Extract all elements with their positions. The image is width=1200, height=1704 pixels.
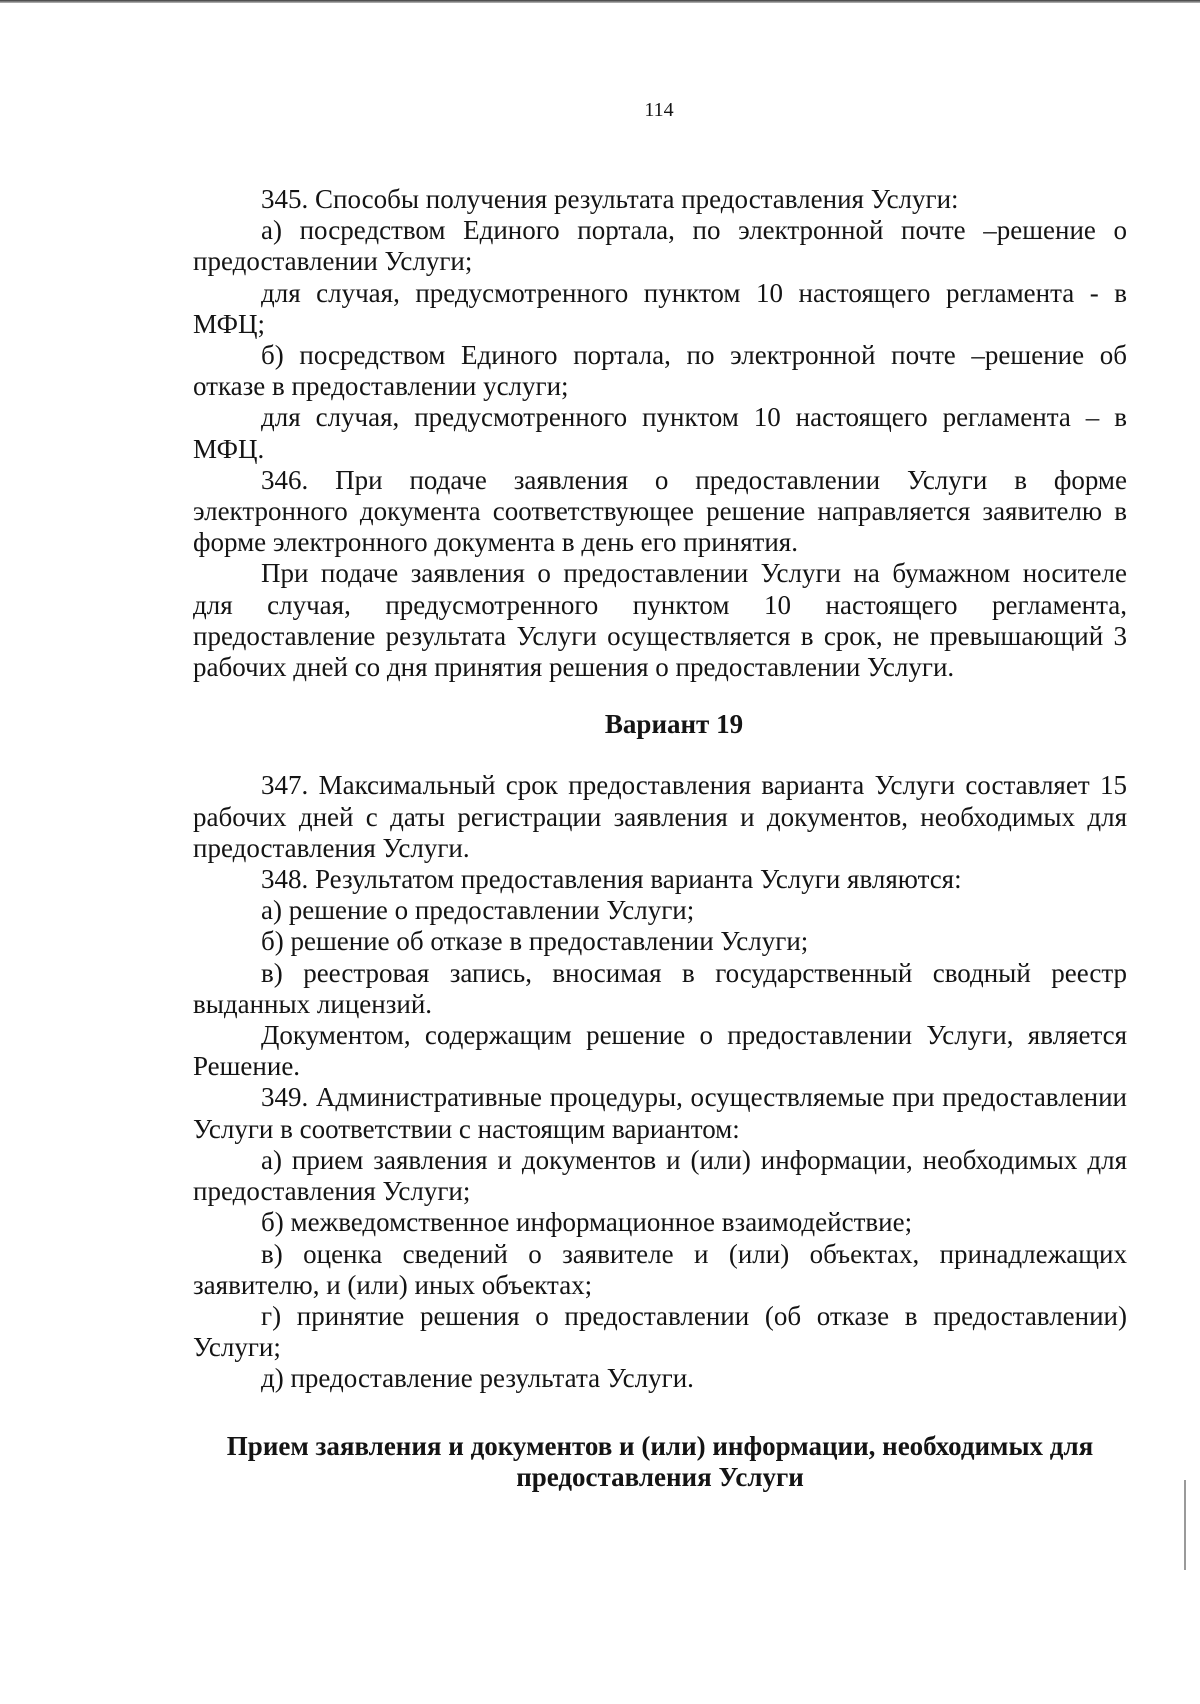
list-item-a: а) прием заявления и документов и (или) информации, необходимых для предоставления Услуги; — [193, 1144, 1127, 1207]
list-item-d: д) предоставление результата Услуги. — [261, 1363, 694, 1394]
list-item-b: б) межведомственное информационное взаимодействие; — [261, 1207, 913, 1238]
scan-edge-top — [0, 0, 1200, 3]
paragraph-347: 347. Максимальный срок предоставления варианта Услуги составляет 15 рабочих дней с даты регистрации заявления и документов, необходимых для предоставления Услуги. — [193, 770, 1127, 863]
page-number: 114 — [644, 99, 674, 121]
list-item-v: в) оценка сведений о заявителе и (или) объектах, принадлежащих заявителю, и (или) иных объектах; — [193, 1238, 1127, 1300]
paragraph-mfc-2: для случая, предусмотренного пунктом 10 настоящего регламента – в МФЦ. — [193, 402, 1127, 464]
list-item-a: а) посредством Единого портала, по электронной почте –решение о предоставлении Услуги; — [193, 215, 1127, 277]
list-item-a: а) решение о предоставлении Услуги; — [261, 895, 695, 926]
paragraph-mfc-1: для случая, предусмотренного пунктом 10 настоящего регламента - в МФЦ; — [193, 277, 1127, 339]
list-item-v: в) реестровая запись, вносимая в государственный сводный реестр выданных лицензий. — [193, 957, 1127, 1019]
scan-edge-right — [1184, 1480, 1186, 1570]
list-item-g: г) принятие решения о предоставлении (об отказе в предоставлении) Услуги; — [193, 1300, 1127, 1363]
heading-section: Прием заявления и документов и (или) информации, необходимых для предоставления Услуги — [226, 1430, 1094, 1492]
list-item-b: б) решение об отказе в предоставлении Услуги; — [261, 926, 809, 957]
paragraph-349: 349. Административные процедуры, осуществляемые при предоставлении Услуги в соответствии с настоящим вариантом: — [193, 1082, 1127, 1144]
paragraph-paper-submission: При подаче заявления о предоставлении Услуги на бумажном носителе для случая, предусмотренного пунктом 10 настоящего регламента, предоставление результата Услуги осуществляется в срок, не превышающий 3 рабочих дней со дня принятия решения о предоставлении Услуги. — [193, 558, 1127, 683]
heading-variant: Вариант 19 — [604, 709, 744, 740]
paragraph-decision-document: Документом, содержащим решение о предоставлении Услуги, является Решение. — [193, 1020, 1127, 1082]
paragraph-345: 345. Способы получения результата предоставления Услуги: — [261, 184, 959, 214]
paragraph-346: 346. При подаче заявления о предоставлении Услуги в форме электронного документа соответствующее решение направляется заявителю в форме электронного документа в день его принятия. — [193, 464, 1127, 558]
list-item-b: б) посредством Единого портала, по электронной почте –решение об отказе в предоставлении услуги; — [193, 340, 1127, 402]
paragraph-348: 348. Результатом предоставления варианта Услуги являются: — [261, 864, 962, 895]
document-body — [193, 184, 1127, 1493]
